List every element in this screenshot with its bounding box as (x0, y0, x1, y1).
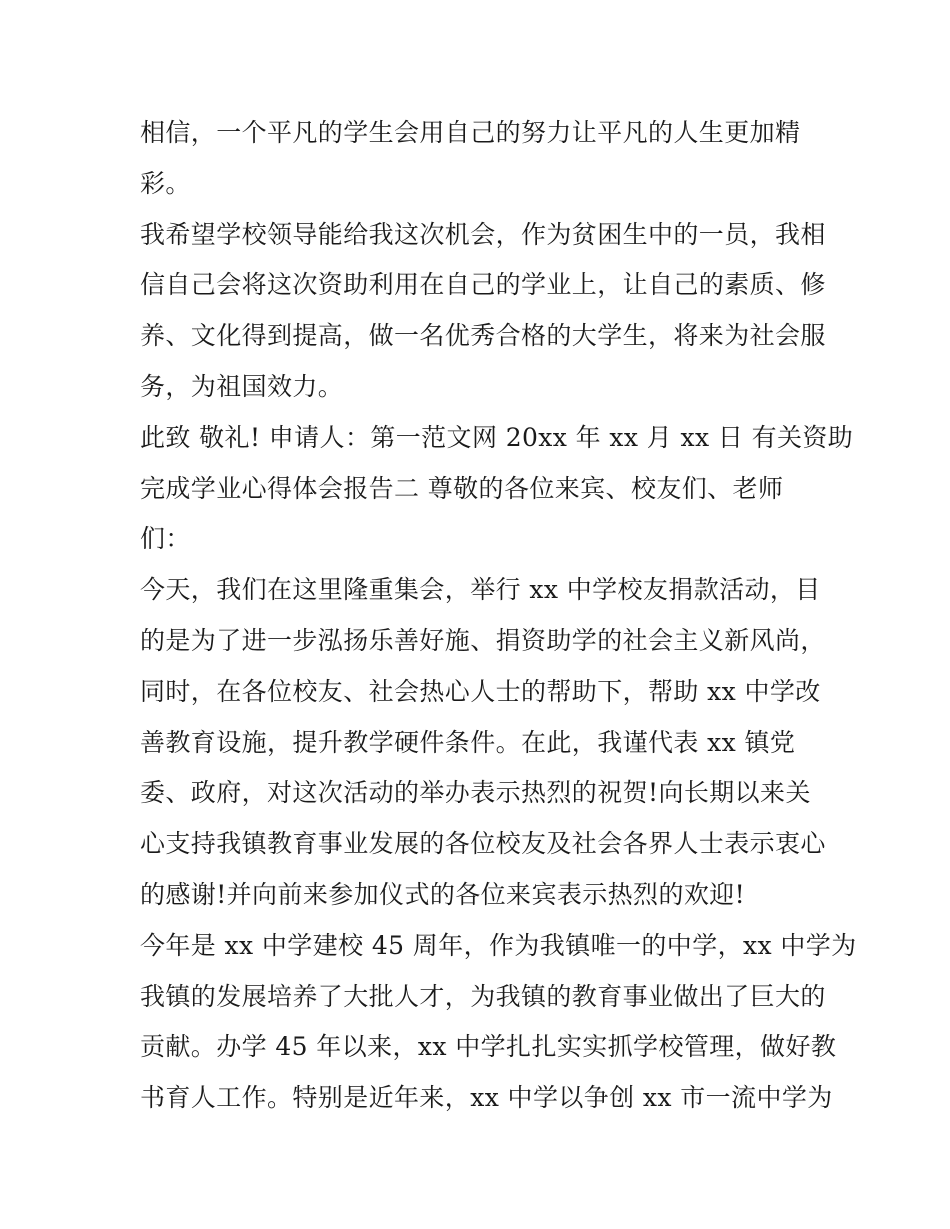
text-line: 委、政府，对这次活动的举办表示热烈的祝贺!向长期以来关 (140, 778, 811, 808)
text-line: 贡献。办学 45 年以来，xx 中学扎扎实实抓学校管理，做好教 (140, 1032, 837, 1062)
text-line: 彩。 (140, 168, 191, 198)
text-line: 相信，一个平凡的学生会用自己的努力让平凡的人生更加精 (140, 118, 801, 147)
text-line: 书育人工作。特别是近年来，xx 中学以争创 xx 市一流中学为 (140, 1083, 833, 1113)
text-line: 完成学业心得体会报告二 尊敬的各位来宾、校友们、老师 (140, 473, 784, 503)
text-line: 的感谢!并向前来参加仪式的各位来宾表示热烈的欢迎! (140, 879, 746, 909)
text-line: 此致 敬礼! 申请人：第一范文网 20xx 年 xx 月 xx 日 有关资助 (140, 422, 854, 452)
text-line: 今年是 xx 中学建校 45 周年，作为我镇唯一的中学，xx 中学为 (140, 930, 857, 960)
text-line: 们： (140, 524, 191, 554)
text-line: 我希望学校领导能给我这次机会，作为贫困生中的一员，我相 (140, 219, 826, 249)
text-line: 心支持我镇教育事业发展的各位校友及社会各界人士表示衷心 (140, 829, 826, 859)
text-line: 同时，在各位校友、社会热心人士的帮助下，帮助 xx 中学改 (140, 676, 821, 706)
text-line: 养、文化得到提高，做一名优秀合格的大学生，将来为社会服 (140, 321, 826, 351)
text-line: 今天，我们在这里隆重集会，举行 xx 中学校友捐款活动，目 (140, 575, 821, 605)
text-line: 我镇的发展培养了大批人才，为我镇的教育事业做出了巨大的 (140, 981, 826, 1011)
text-line: 务，为祖国效力。 (140, 371, 344, 401)
document-body (140, 108, 857, 1124)
text-line: 善教育设施，提升教学硬件条件。在此，我谨代表 xx 镇党 (140, 727, 796, 757)
text-line: 的是为了进一步泓扬乐善好施、捐资助学的社会主义新风尚， (140, 625, 826, 655)
text-line: 信自己会将这次资助利用在自己的学业上，让自己的素质、修 (140, 270, 826, 300)
